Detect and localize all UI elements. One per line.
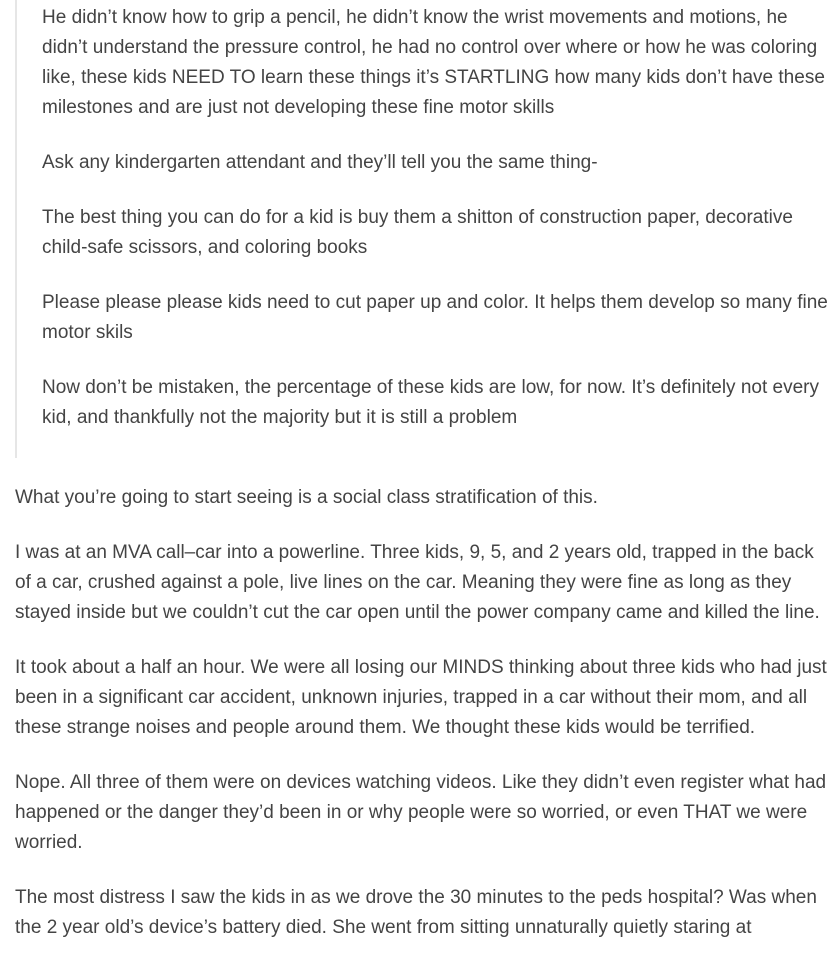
body-paragraph-4: Nope. All three of them were on devices watching videos. Like they didn’t even register what had happened or the danger they’d been in or why people were so worried, or even THAT we were worried. xyxy=(15,772,827,853)
quote-paragraph-3: The best thing you can do for a kid is buy them a shitton of construction paper, decorative child-safe scissors, and coloring books xyxy=(42,207,793,258)
quote-paragraph-4: Please please please kids need to cut paper up and color. It helps them develop so many fine motor skils xyxy=(42,292,828,343)
blockquote xyxy=(15,0,831,458)
quote-paragraph-2: Ask any kindergarten attendant and they’ll tell you the same thing- xyxy=(42,152,598,173)
quote-paragraph-1: He didn’t know how to grip a pencil, he didn’t know the wrist movements and motions, he didn’t understand the pressure control, he had no control over where or how he was coloring like, these kids NEED TO learn these things it’s STARTLING how many kids don’t have these milestones and are just not developing these fine motor skills xyxy=(42,7,825,118)
body-paragraph-2: I was at an MVA call–car into a powerline. Three kids, 9, 5, and 2 years old, trapped in the back of a car, crushed against a pole, live lines on the car. Meaning they were fine as long as they stayed inside but we couldn’t cut the car open until the power company came and killed the line. xyxy=(15,542,820,623)
quote-paragraph-5: Now don’t be mistaken, the percentage of these kids are low, for now. It’s definitely not every kid, and thankfully not the majority but it is still a problem xyxy=(42,377,819,428)
body-paragraph-5: The most distress I saw the kids in as we drove the 30 minutes to the peds hospital? Was when the 2 year old’s device’s battery died. She went from sitting unnaturally quietly staring at xyxy=(15,887,817,938)
body-paragraph-3: It took about a half an hour. We were all losing our MINDS thinking about three kids who had just been in a significant car accident, unknown injuries, trapped in a car without their mom, and all these strange noises and people around them. We thought these kids would be terrified. xyxy=(15,657,827,738)
body-paragraph-1: What you’re going to start seeing is a social class stratification of this. xyxy=(15,487,598,508)
post-body xyxy=(15,483,831,968)
blockquote-content xyxy=(42,3,831,458)
